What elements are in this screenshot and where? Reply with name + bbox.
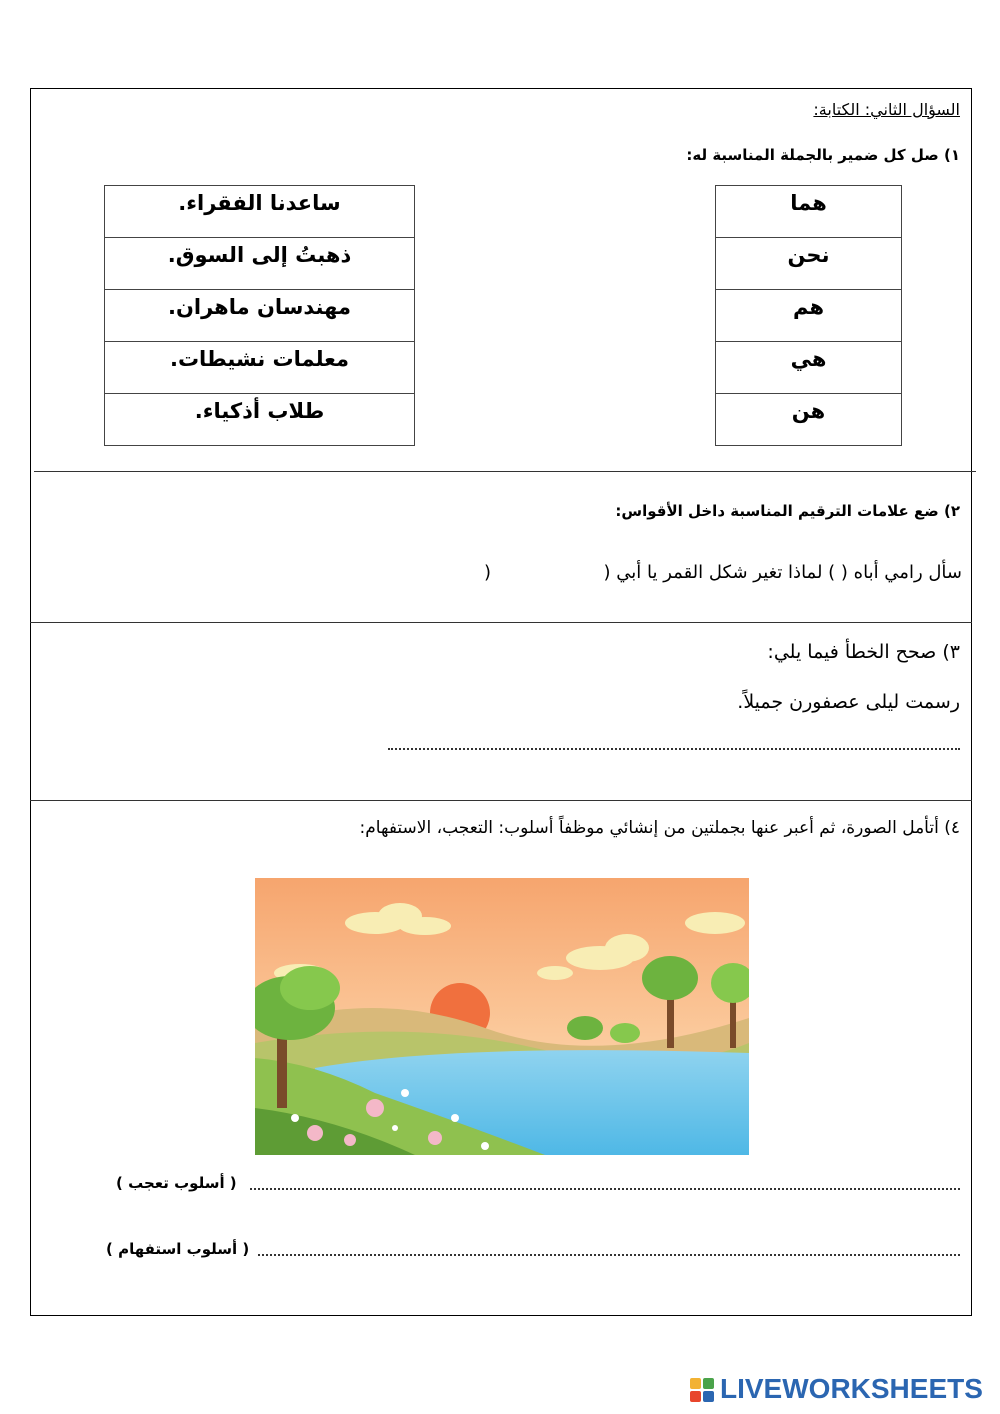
sentence-cell[interactable]: معلمات نشيطات. (105, 342, 415, 394)
liveworksheets-logo (690, 1374, 983, 1404)
sentence-table (104, 185, 415, 446)
divider-3 (30, 800, 972, 801)
pronoun-cell[interactable]: هن (716, 394, 902, 446)
question-label: ( أسلوب استفهام ) (106, 1240, 250, 1258)
sentence-cell[interactable]: طلاب أذكياء. (105, 394, 415, 446)
landscape-picture (255, 878, 749, 1155)
liveworksheets-icon (690, 1376, 716, 1402)
pronoun-cell[interactable]: هم (716, 290, 902, 342)
exclamation-answer-line[interactable] (250, 1188, 960, 1190)
section-title: السؤال الثاني: الكتابة: (813, 100, 960, 119)
q2-sentence: سأل رامي أباه ( ) لماذا تغير شكل القمر يا أبي ( (603, 562, 962, 583)
sentence-cell[interactable]: ساعدنا الفقراء. (105, 186, 415, 238)
sentence-cell[interactable]: ذهبتُ إلى السوق. (105, 238, 415, 290)
brand-text: LIVEWORKSHEETS (720, 1373, 983, 1404)
divider-1 (34, 471, 976, 472)
q3-prompt: ٣) صحح الخطأ فيما يلي: (767, 641, 960, 663)
divider-2 (30, 622, 972, 623)
pronoun-cell[interactable]: هي (716, 342, 902, 394)
question-answer-line[interactable] (258, 1254, 960, 1256)
q3-answer-line[interactable] (388, 748, 960, 750)
sentence-cell[interactable]: مهندسان ماهران. (105, 290, 415, 342)
q1-prompt: ١) صل كل ضمير بالجملة المناسبة له: (686, 146, 960, 164)
pronoun-cell[interactable]: نحن (716, 238, 902, 290)
exclamation-label: ( أسلوب تعجب ) (116, 1174, 237, 1192)
pronoun-cell[interactable]: هما (716, 186, 902, 238)
q4-prompt: ٤) أتأمل الصورة، ثم أعبر عنها بجملتين من إنشائي موظفاً أسلوب: التعجب، الاستفهام: (359, 818, 960, 838)
q2-prompt: ٢) ضع علامات الترقيم المناسبة داخل الأقواس: (615, 502, 960, 520)
pronoun-table (715, 185, 902, 446)
q2-closing-paren: ) (484, 562, 492, 583)
q3-sentence: رسمت ليلى عصفورن جميلاً. (737, 691, 960, 713)
